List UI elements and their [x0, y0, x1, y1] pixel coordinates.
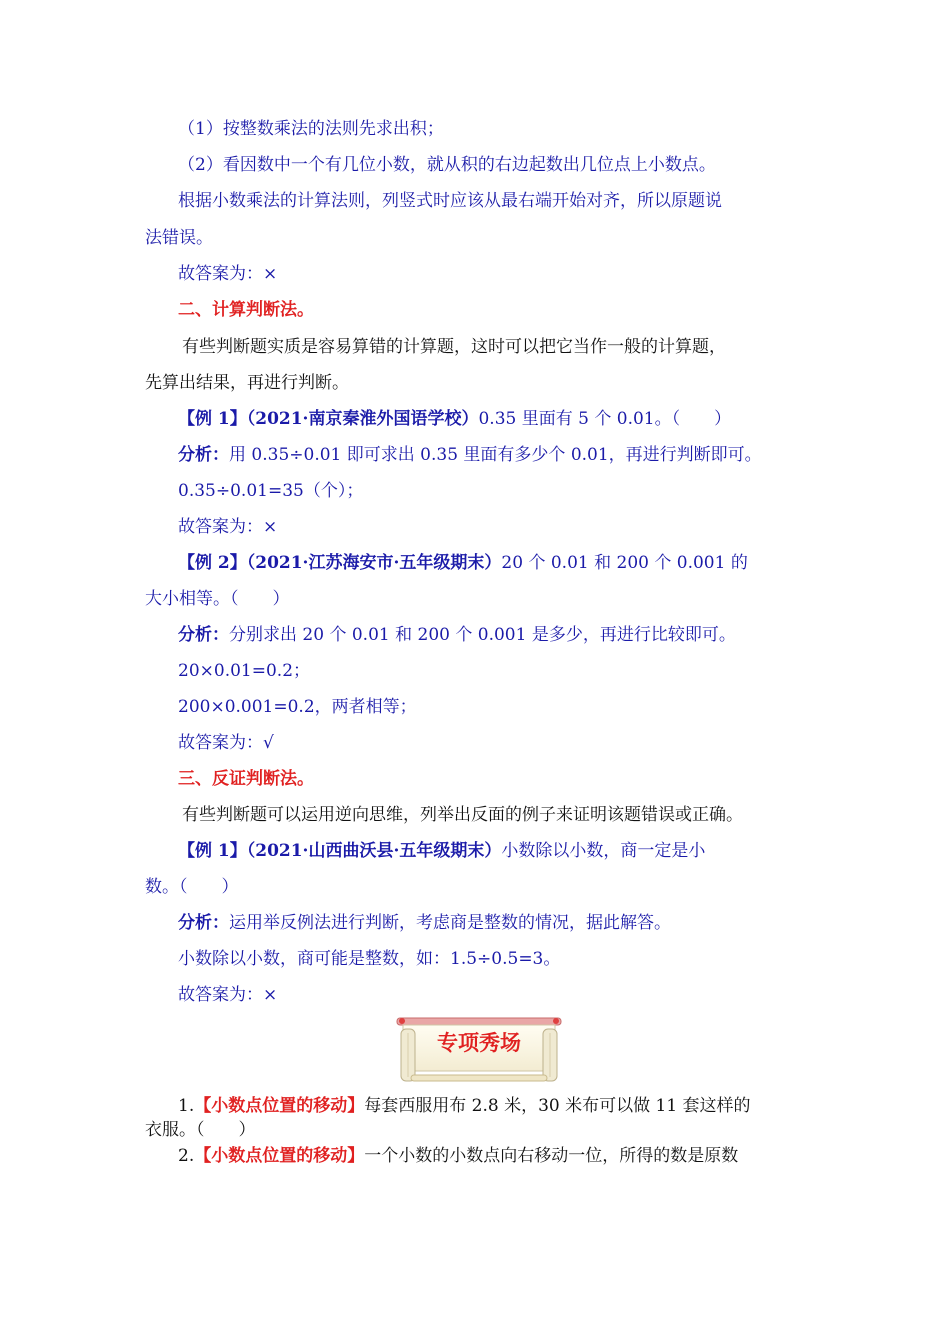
- conclusion-line-1: 根据小数乘法的计算法则，列竖式时应该从最右端开始对齐，所以原题说: [178, 191, 722, 211]
- rule-2: （2）看因数中一个有几位小数，就从积的右边起数出几位点上小数点。: [178, 155, 716, 175]
- analysis-text: 分别求出 20 个 0.01 和 200 个 0.001 是多少，再进行比较即可。: [229, 625, 736, 645]
- intro-2-line-1: 有些判断题实质是容易算错的计算题，这时可以把它当作一般的计算题，: [182, 337, 726, 357]
- analysis-3: [178, 912, 671, 934]
- analysis-text: 运用举反例法进行判断，考虑商是整数的情况，据此解答。: [229, 913, 671, 933]
- example-question: 0.35 里面有 5 个 0.01。（ ）: [478, 409, 732, 429]
- analysis-label: 分析：: [178, 913, 229, 933]
- example-label: 【例 2】（2021·江苏海安市·五年级期末）: [178, 553, 502, 573]
- rule-1: （1）按整数乘法的法则先求出积；: [178, 119, 444, 139]
- example-label: 【例 1】（2021·南京秦淮外国语学校）: [178, 409, 479, 429]
- exercise-number: 1.: [178, 1096, 195, 1116]
- answer-4: 故答案为：×: [178, 985, 278, 1005]
- example-3-cont: 数。（ ）: [145, 877, 239, 897]
- exercise-2: [178, 1145, 738, 1167]
- example-2-cont: 大小相等。（ ）: [145, 589, 290, 609]
- exercise-number: 2.: [178, 1146, 195, 1166]
- section-heading-3: 三、反证判断法。: [178, 769, 314, 789]
- example-2: [178, 552, 748, 574]
- intro-3: 有些判断题可以运用逆向思维，列举出反面的例子来证明该题错误或正确。: [182, 805, 743, 825]
- calc-3: 小数除以小数，商可能是整数，如：1.5÷0.5=3。: [178, 949, 561, 969]
- answer-3: 故答案为：√: [178, 733, 274, 753]
- intro-2-line-2: 先算出结果，再进行判断。: [145, 373, 349, 393]
- example-label: 【例 1】（2021·山西曲沃县·五年级期末）: [178, 841, 502, 861]
- answer-2: 故答案为：×: [178, 517, 278, 537]
- analysis-text: 用 0.35÷0.01 即可求出 0.35 里面有多少个 0.01，再进行判断即可。: [229, 445, 762, 465]
- conclusion-line-2: 法错误。: [145, 228, 213, 248]
- banner-title: 专项秀场: [437, 1031, 521, 1055]
- calc-1: 0.35÷0.01=35（个）；: [178, 481, 364, 501]
- analysis-label: 分析：: [178, 445, 229, 465]
- example-question: 小数除以小数，商一定是小: [501, 841, 706, 861]
- example-1: [178, 408, 731, 430]
- section-heading-2: 二、计算判断法。: [178, 300, 314, 320]
- exercise-text: 每套西服用布 2.8 米，30 米布可以做 11 套这样的: [364, 1096, 751, 1116]
- example-question: 20 个 0.01 和 200 个 0.001 的: [501, 553, 748, 573]
- exercise-tag: 【小数点位置的移动】: [194, 1146, 365, 1166]
- analysis-1: [178, 444, 762, 466]
- exercise-1: [178, 1095, 751, 1117]
- exercise-1-cont: 衣服。（ ）: [145, 1120, 256, 1140]
- example-3: [178, 840, 705, 862]
- analysis-2: [178, 624, 736, 646]
- calc-2b: 200×0.001=0.2，两者相等；: [178, 697, 417, 717]
- exercise-tag: 【小数点位置的移动】: [194, 1096, 365, 1116]
- answer-1: 故答案为：×: [178, 264, 278, 284]
- calc-2a: 20×0.01=0.2；: [178, 661, 311, 681]
- analysis-label: 分析：: [178, 625, 229, 645]
- scroll-banner: [393, 1015, 565, 1085]
- exercise-text: 一个小数的小数点向右移动一位，所得的数是原数: [364, 1146, 739, 1166]
